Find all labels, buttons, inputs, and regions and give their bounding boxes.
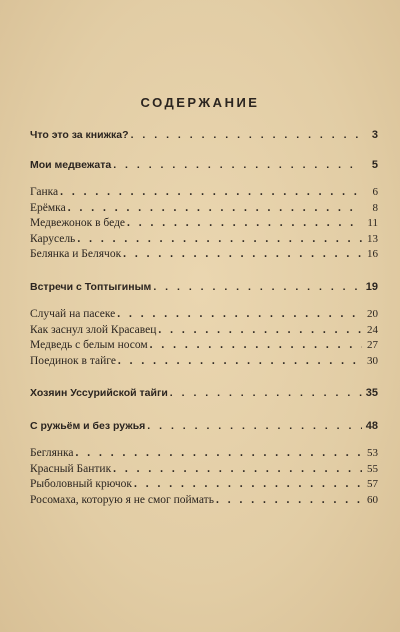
toc-entry xyxy=(30,354,378,370)
toc-page-number: 8 xyxy=(372,201,378,214)
toc-entry-label: Медведь с белым носом xyxy=(30,339,148,351)
toc-page-number: 27 xyxy=(367,339,378,351)
table-of-contents xyxy=(30,128,378,508)
toc-entry-label: Ерёмка xyxy=(30,201,66,214)
toc-page-number: 13 xyxy=(367,232,378,245)
toc-page-number: 30 xyxy=(367,354,378,367)
toc-section-part4 xyxy=(30,419,378,435)
toc-page-number: 20 xyxy=(367,308,378,320)
toc-entry-label: Росомаха, которую я не смог поймать xyxy=(30,493,214,506)
toc-page-number: 57 xyxy=(367,478,378,490)
contents-title: СОДЕРЖАНИЕ xyxy=(140,95,260,110)
toc-page-number: 19 xyxy=(365,280,378,293)
toc-page-number: 16 xyxy=(367,248,378,260)
toc-entry-label: Белянка и Белячок xyxy=(30,248,122,260)
toc-page-number: 6 xyxy=(372,186,378,198)
toc-page-number: 5 xyxy=(371,158,378,171)
dot-leader xyxy=(117,307,362,323)
dot-leader xyxy=(158,323,362,339)
toc-entry xyxy=(30,477,378,493)
toc-entry xyxy=(30,232,378,248)
dot-leader xyxy=(127,216,362,232)
dot-leader xyxy=(123,247,362,263)
toc-section-part2 xyxy=(30,280,378,296)
toc-section-label: Встречи с Топтыгиным xyxy=(30,280,152,293)
toc-entry xyxy=(30,247,378,263)
toc-page-number: 55 xyxy=(367,462,378,475)
toc-entry-label: Что это за книжка? xyxy=(30,129,129,141)
dot-leader xyxy=(170,386,362,402)
dot-leader xyxy=(147,419,362,435)
toc-entry-label: Как заснул злой Красавец xyxy=(30,323,157,336)
toc-page-number: 48 xyxy=(365,419,378,432)
dot-leader xyxy=(113,462,362,478)
toc-section-label: Мои медвежата xyxy=(30,158,112,171)
toc-entry-intro xyxy=(30,128,378,144)
dot-leader xyxy=(118,354,362,370)
toc-entry-label: Беглянка xyxy=(30,447,74,459)
toc-entry-label: Карусель xyxy=(30,232,76,245)
dot-leader xyxy=(76,446,362,462)
toc-section-label: Хозяин Уссурийской тайги xyxy=(30,387,168,399)
toc-entry xyxy=(30,307,378,323)
toc-page-number: 35 xyxy=(365,387,378,399)
toc-entry-label: Рыболовный крючок xyxy=(30,478,133,490)
toc-page-number: 3 xyxy=(371,129,378,141)
toc-entry-label: Красный Бантик xyxy=(30,462,112,475)
toc-page-number: 53 xyxy=(367,447,378,459)
toc-page-number: 60 xyxy=(367,493,378,506)
dot-leader xyxy=(60,185,362,201)
toc-page-number: 11 xyxy=(367,217,378,229)
toc-entry-label: Ганка xyxy=(30,186,59,198)
toc-entry xyxy=(30,185,378,201)
toc-entry xyxy=(30,493,378,509)
toc-entry-label: Случай на пасеке xyxy=(30,308,116,320)
dot-leader xyxy=(150,338,362,354)
toc-entry xyxy=(30,338,378,354)
toc-entry-label: Поединок в тайге xyxy=(30,354,116,367)
dot-leader xyxy=(131,128,362,144)
dot-leader xyxy=(216,493,362,509)
dot-leader xyxy=(113,158,362,174)
dot-leader xyxy=(77,232,362,248)
toc-entry xyxy=(30,323,378,339)
toc-entry xyxy=(30,446,378,462)
toc-entry xyxy=(30,216,378,232)
toc-section-part1 xyxy=(30,158,378,174)
toc-entry xyxy=(30,201,378,217)
toc-entry-label: Медвежонок в беде xyxy=(30,217,126,229)
dot-leader xyxy=(153,280,362,296)
toc-entry xyxy=(30,462,378,478)
dot-leader xyxy=(134,477,362,493)
toc-section-label: С ружьём и без ружья xyxy=(30,419,146,432)
dot-leader xyxy=(68,201,362,217)
toc-page-number: 24 xyxy=(367,323,378,336)
toc-section-part3 xyxy=(30,386,378,402)
